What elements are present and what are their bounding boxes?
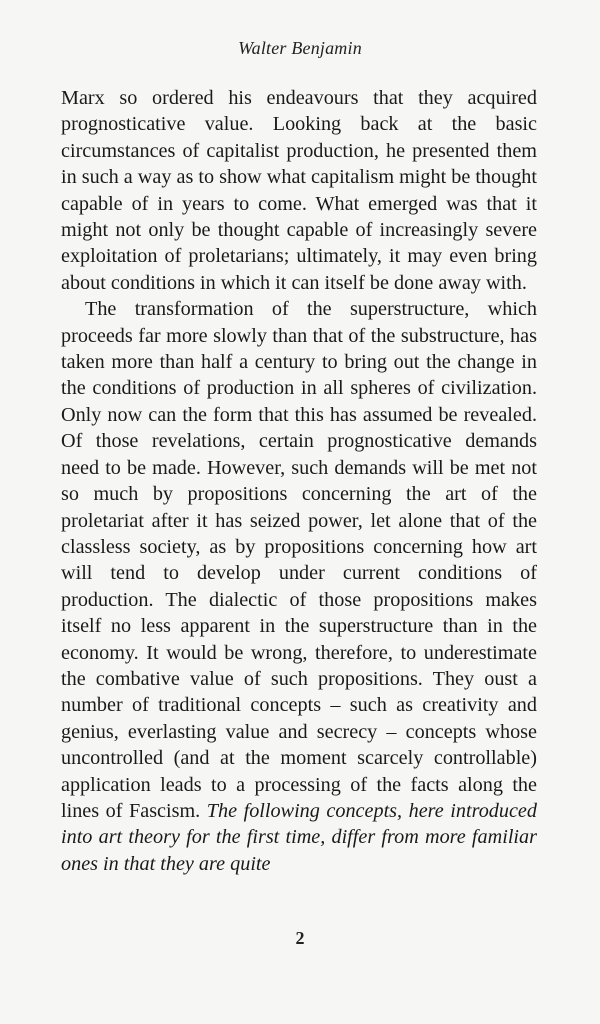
paragraph-1: Marx so ordered his endeavours that they acquired prognosticative value. Looking back at the basic circumstances of capitalist production, he presented them in such a way as to show what capitalism might be thought capable of in years to come. What emerged was that it might not only be thought capable of increasingly severe exploitation of proletarians; ultimately, it may even bring about conditions in which it can itself be done away with. [61, 87, 538, 294]
paragraph-2 [61, 296, 537, 877]
body-text [61, 85, 537, 877]
paragraph-2-roman-text: The transformation of the superstructure, which proceeds far more slowly than that of the substructure, has taken more than half a century to bring out the change in the conditions of production in all spheres of civilization. Only now can the form that this has assumed be revealed. Of those revelations, certain prognosticative demands need to be made. However, such demands will be met not so much by propositions concerning the art of the proletariat after it has seized power, let alone that of the classless society, as by propositions concerning how art will tend to develop under current conditions of production. The dialectic of those propositions makes itself no less apparent in the superstructure than in the economy. It would be wrong, therefore, to underestimate the combative value of such propositions. They oust a number of traditional concepts – such as creativity and genius, everlasting value and secrecy – concepts whose uncontrolled (and at the moment scarcely controllable) application leads to a processing of the facts along the lines of Fascism. [61, 298, 537, 822]
page-number: 2 [295, 928, 305, 948]
running-head: Walter Benjamin [238, 38, 362, 58]
paragraph-2-italic-text: The following concepts, here introduced into art theory for the first time, differ from more familiar ones in that they are quite [61, 799, 537, 875]
